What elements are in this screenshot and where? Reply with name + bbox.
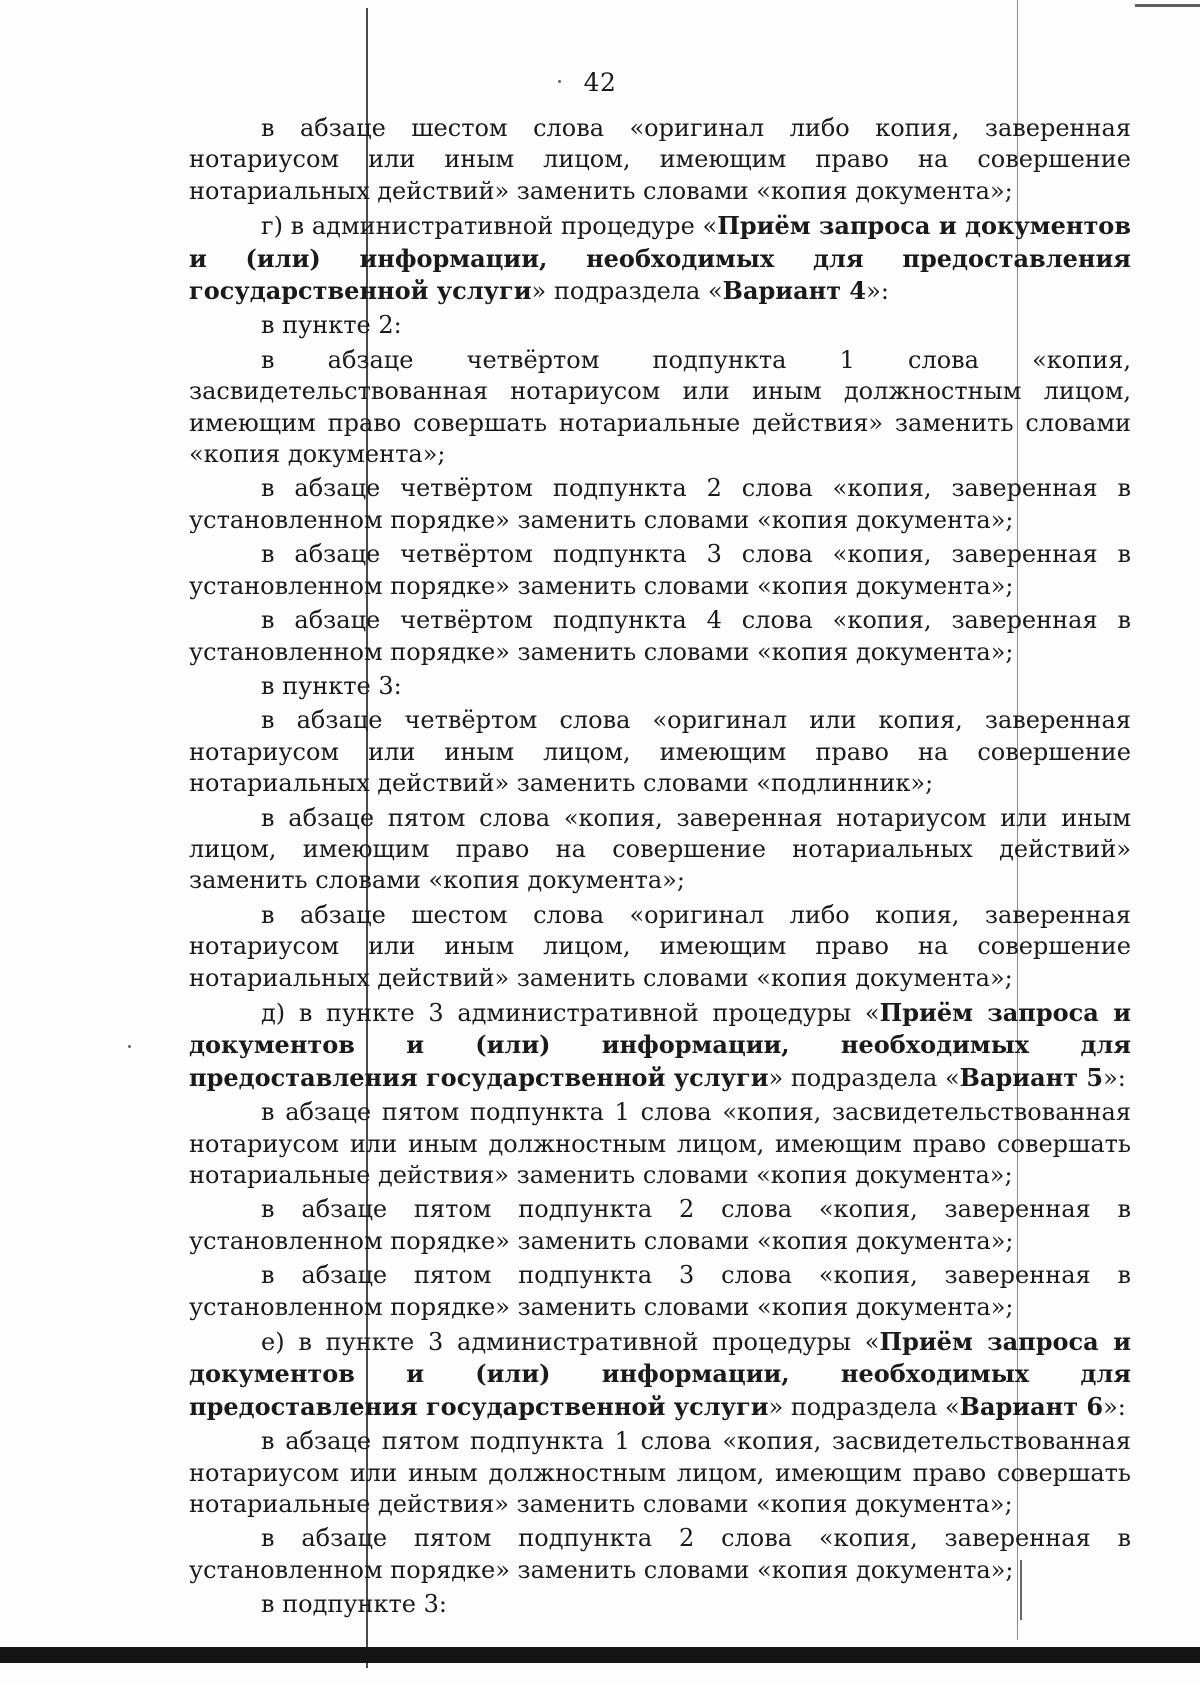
text-run: в абзаце шестом слова «оригинал либо копия, заверенная нотариусом или иным лицом, имеющим право на совершение нотариальных действий» заменить словами «копия документа»;: [189, 900, 1131, 992]
paragraph: [189, 900, 1131, 994]
paragraph: [189, 1097, 1131, 1191]
bold-text-run: Приём запроса и документов и (или) информации, необходимых для предоставления государственной услуги: [189, 1327, 1131, 1421]
text-run: »:: [866, 277, 889, 306]
paragraph: [189, 1426, 1131, 1520]
text-run: в абзаце пятом подпункта 2 слова «копия, заверенная в установленном порядке» заменить словами «копия документа»;: [189, 1524, 1131, 1584]
bold-text-run: Вариант 6: [959, 1391, 1104, 1421]
paragraph: [189, 113, 1131, 207]
text-run: в абзаце четвёртом подпункта 4 слова «копия, заверенная в установленном порядке» заменить словами «копия документа»;: [189, 606, 1131, 666]
text-run: в абзаце пятом слова «копия, заверенная нотариусом или иным лицом, имеющим право на совершение нотариальных действий» заменить словами «копия документа»;: [189, 803, 1131, 895]
paragraph: [189, 803, 1131, 897]
text-run: в абзаце четвёртом подпункта 1 слова «копия, засвидетельствованная нотариусом или иным должностным лицом, имеющим право совершать нотариальные действия» заменить словами «копия документа»;: [189, 345, 1131, 469]
document-body: [189, 113, 1131, 1621]
paragraph: [189, 1523, 1131, 1586]
text-run: »:: [1103, 1392, 1126, 1421]
text-run: в абзаце четвёртом подпункта 2 слова «копия, заверенная в установленном порядке» заменить словами «копия документа»;: [189, 474, 1131, 534]
scan-artifact-line: [1135, 4, 1200, 7]
text-run: д) в пункте 3 административной процедуры «: [261, 998, 880, 1027]
text-run: » подраздела «: [531, 277, 723, 306]
paragraph: [189, 310, 1131, 341]
text-run: е) в пункте 3 административной процедуры «: [261, 1328, 880, 1357]
text-run: в абзаце четвёртом слова «оригинал или копия, заверенная нотариусом или иным лицом, имеющим право на совершение нотариальных действий» заменить словами «подлинник»;: [189, 706, 1131, 798]
bold-text-run: Приём запроса и документов и (или) информации, необходимых для предоставления государственной услуги: [189, 997, 1132, 1092]
paragraph: [189, 705, 1131, 799]
text-run: в абзаце пятом подпункта 1 слова «копия, засвидетельствованная нотариусом или иным должностным лицом, имеющим право совершать нотариальные действия» заменить словами «копия документа»;: [189, 1098, 1131, 1189]
text-run: »:: [1103, 1063, 1126, 1092]
paragraph: [189, 671, 1131, 702]
text-run: в подпункте 3:: [261, 1590, 447, 1619]
text-run: в пункте 2:: [261, 311, 402, 340]
paragraph: [189, 539, 1131, 602]
text-run: в абзаце пятом подпункта 1 слова «копия, засвидетельствованная нотариусом или иным должностным лицом, имеющим право совершать нотариальные действия» заменить словами «копия документа»;: [189, 1427, 1131, 1519]
text-run: » подраздела «: [768, 1392, 960, 1421]
paragraph: [189, 997, 1131, 1094]
page-number: 42: [583, 68, 617, 97]
text-run: г) в административной процедуре «: [261, 212, 718, 241]
text-run: в абзаце пятом подпункта 3 слова «копия, заверенная в установленном порядке» заменить словами «копия документа»;: [189, 1261, 1131, 1321]
bold-text-run: Вариант 5: [959, 1062, 1104, 1092]
scan-artifact-bottom-bar: [0, 1647, 1200, 1663]
text-run: в абзаце пятом подпункта 2 слова «копия, заверенная в установленном порядке» заменить словами «копия документа»;: [189, 1195, 1131, 1255]
text-run: в абзаце шестом слова «оригинал либо копия, заверенная нотариусом или иным лицом, имеющим право на совершение нотариальных действий» заменить словами «копия документа»;: [189, 114, 1131, 205]
bold-text-run: Вариант 4: [722, 276, 867, 306]
scan-artifact-dot: [128, 1045, 131, 1048]
paragraph: [189, 1326, 1131, 1423]
paragraph: [189, 473, 1131, 536]
paragraph: [189, 1194, 1131, 1257]
text-run: в абзаце четвёртом подпункта 3 слова «копия, заверенная в установленном порядке» заменить словами «копия документа»;: [189, 540, 1131, 600]
text-run: в пункте 3:: [261, 671, 402, 700]
bold-text-run: Приём запроса и документов и (или) информации, необходимых для предоставления государственной услуги: [189, 211, 1131, 306]
text-run: » подраздела «: [768, 1063, 960, 1092]
paragraph: [189, 345, 1131, 471]
paragraph: [189, 210, 1131, 307]
paragraph: [189, 1589, 1131, 1620]
paragraph: [189, 1260, 1131, 1323]
paragraph: [189, 605, 1131, 668]
